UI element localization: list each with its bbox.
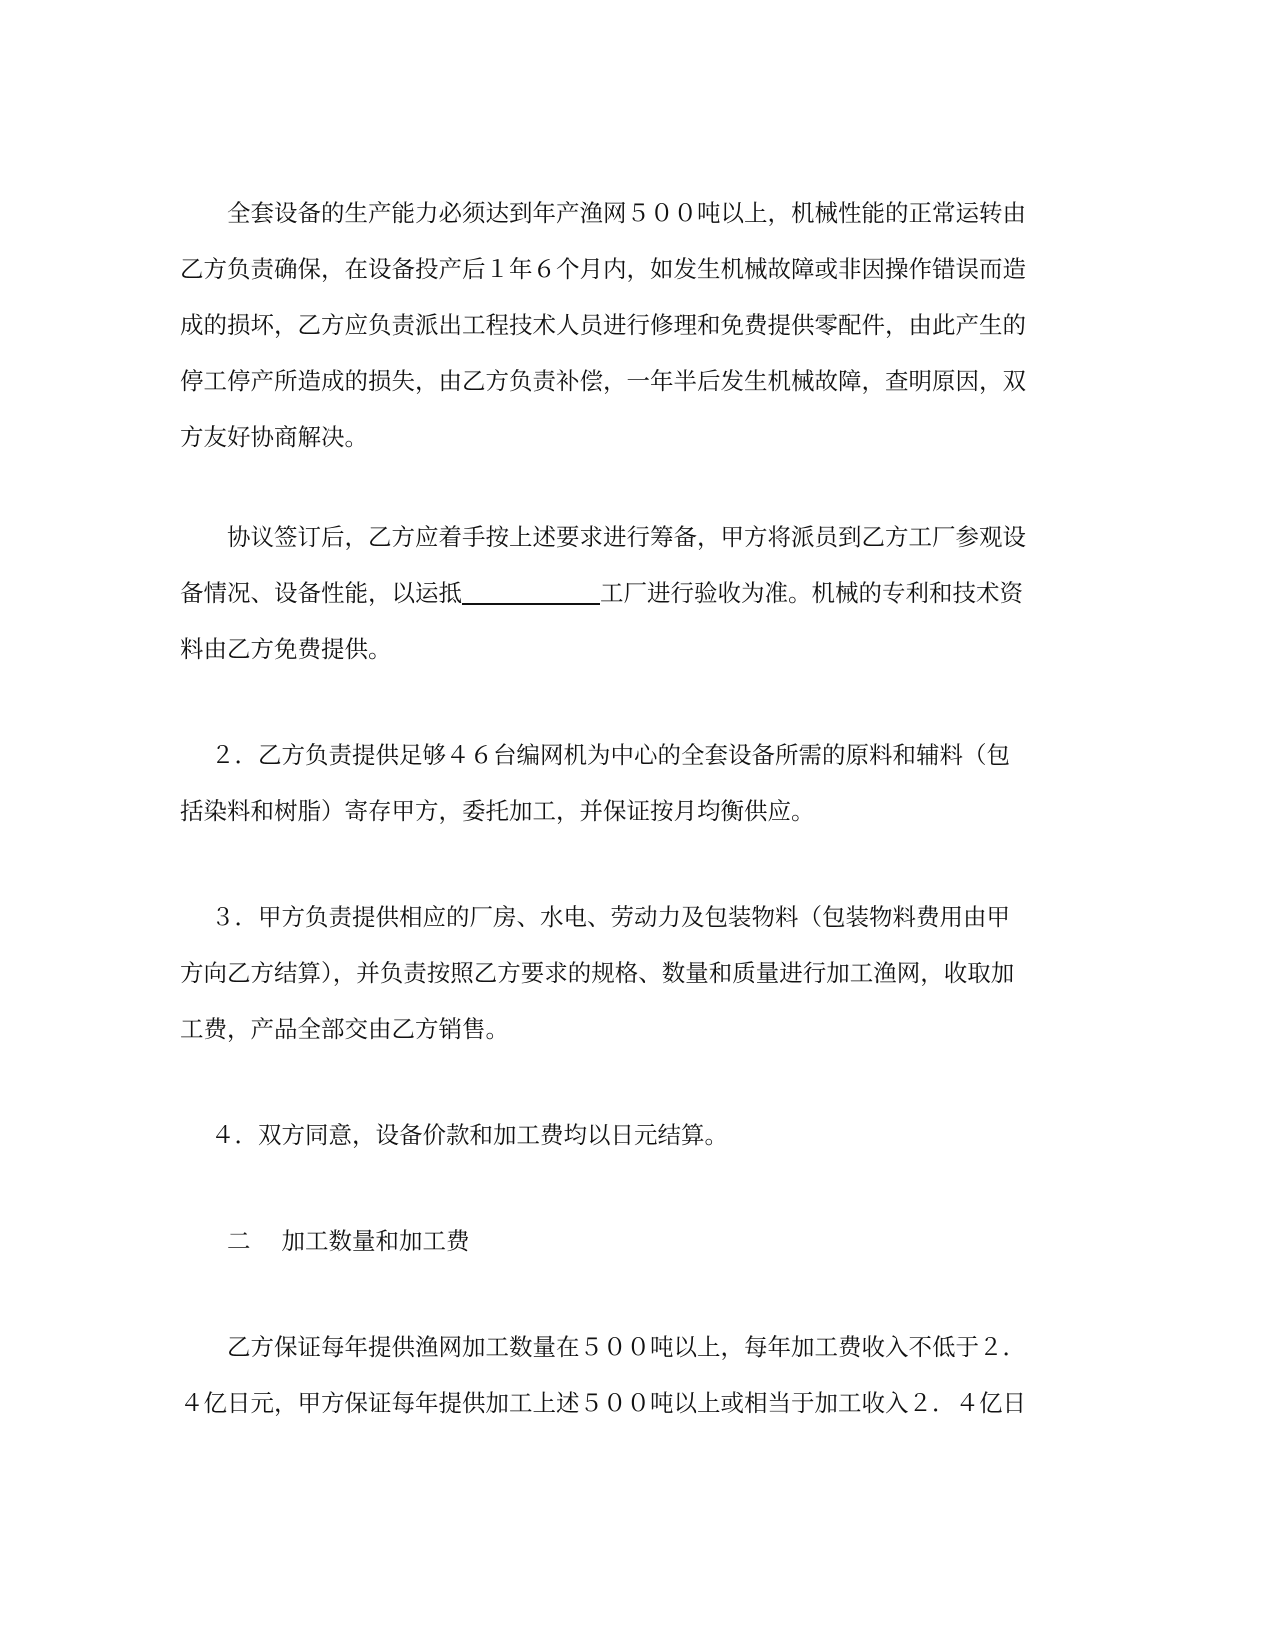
text-line	[180, 578, 1023, 608]
text-line: 乙方保证每年提供渔网加工数量在５００吨以上，每年加工费收入不低于２．	[180, 1333, 1026, 1361]
text-line: 成的损坏，乙方应负责派出工程技术人员进行修理和免费提供零配件，由此产生的	[180, 311, 1026, 339]
text-line: 全套设备的生产能力必须达到年产渔网５００吨以上，机械性能的正常运转由	[180, 199, 1026, 227]
text-line: 方友好协商解决。	[180, 423, 368, 451]
text-line: 工费，产品全部交由乙方销售。	[180, 1015, 509, 1043]
fill-in-blank	[462, 581, 600, 605]
text-line: 括染料和树脂）寄存甲方，委托加工，并保证按月均衡供应。	[180, 797, 815, 825]
section-title: 二 加工数量和加工费	[180, 1227, 470, 1255]
text-line: 方向乙方结算），并负责按照乙方要求的规格、数量和质量进行加工渔网，收取加	[180, 959, 1015, 987]
text-line: 协议签订后，乙方应着手按上述要求进行筹备，甲方将派员到乙方工厂参观设	[180, 523, 1026, 551]
text-line: ２．乙方负责提供足够４６台编网机为中心的全套设备所需的原料和辅料（包	[180, 741, 1010, 769]
text-line: 乙方负责确保，在设备投产后１年６个月内，如发生机械故障或非因操作错误而造	[180, 255, 1026, 283]
text-segment: 备情况、设备性能，以运抵	[180, 579, 462, 607]
text-line: ４亿日元，甲方保证每年提供加工上述５００吨以上或相当于加工收入２．４亿日	[180, 1389, 1026, 1417]
text-line: ３．甲方负责提供相应的厂房、水电、劳动力及包装物料（包装物料费用由甲	[180, 903, 1010, 931]
text-line: 停工停产所造成的损失，由乙方负责补偿，一年半后发生机械故障，查明原因，双	[180, 367, 1026, 395]
text-line: 料由乙方免费提供。	[180, 635, 392, 663]
text-segment: 工厂进行验收为准。机械的专利和技术资	[600, 579, 1023, 607]
text-line: ４．双方同意，设备价款和加工费均以日元结算。	[180, 1121, 728, 1149]
